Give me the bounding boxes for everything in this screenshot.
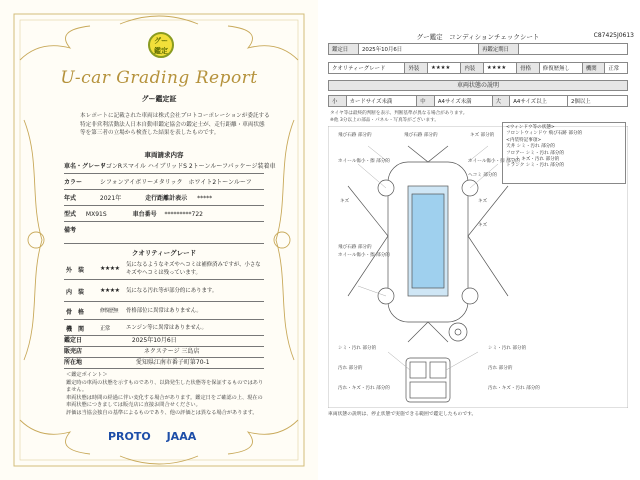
- model-value: MX91S: [85, 211, 107, 218]
- sheet-footer: 車両状態の説明は、停止状態で実施できる範囲で鑑定したものです。: [328, 412, 477, 417]
- interior-line: フロアー シミ・汚れ 部分的: [506, 150, 564, 156]
- grade-label: 骨 格: [66, 309, 85, 316]
- address-value: 愛知県江南市番子町第70-1: [135, 359, 210, 366]
- vehicle-name-value: ワゴンRスマイル ハイブリッドS 2トーンルーフパッケージ装着車: [99, 163, 276, 170]
- vehicle-color-value: シフォンアイボリーメタリック ホワイト2トーンルーフ: [99, 179, 252, 186]
- grade-stars: ★★★★: [100, 265, 120, 272]
- vehicle-section-header: 車両請求内容: [144, 151, 184, 159]
- damage-label: ホイール傷小・擦 部分的: [338, 253, 390, 258]
- grade-description: 気になる汚れ等が部分的にあります。: [126, 288, 218, 294]
- damage-label: シミ・汚れ 部分的: [338, 346, 377, 351]
- grade-stars: 修復歴無: [100, 308, 119, 314]
- interior-line: <内装特記事項>: [506, 137, 542, 143]
- appraisal-date-row: [64, 336, 264, 347]
- vehicle-color-row: [64, 176, 264, 190]
- frame-label: 骨格: [517, 63, 540, 74]
- notes-title: ＜鑑定ポイント＞: [66, 372, 108, 378]
- quality-label: クオリティーグレード: [329, 63, 405, 74]
- vehicle-model-row: [64, 208, 264, 222]
- damage-label: 飛び石跡 部分的: [404, 133, 438, 138]
- damage-label: キズ 部分的: [470, 133, 495, 138]
- interior-line: フロントウィンドウ 飛び石跡 部分的: [506, 131, 583, 137]
- interior-title: <ウィンドウ等の状態>: [506, 125, 555, 130]
- condition-check-sheet: [318, 0, 640, 480]
- badge-line1: グー: [154, 37, 168, 45]
- shop-value: ネクステージ 三島店: [143, 348, 200, 355]
- appraisal-date-label: 鑑定日: [64, 337, 83, 344]
- damage-label: ホイール傷小・擦 部分的: [468, 159, 520, 164]
- size-legend-table: [328, 95, 628, 107]
- damage-label: キズ: [340, 199, 350, 204]
- grade-description: 気になるようなキズやヘコミは補修済みですが、小さなキズやヘコミは残っています。: [126, 262, 261, 276]
- goo-appraisal-badge: [148, 32, 174, 58]
- engine-value: 正常: [605, 63, 628, 74]
- frame-value: 修復歴無し: [539, 63, 582, 74]
- size-medium: 中: [417, 96, 435, 107]
- size-medium-desc: A4サイズ未満: [434, 96, 492, 107]
- sheet-code: C87425J0613: [593, 32, 634, 39]
- grade-label: 機 関: [66, 326, 85, 333]
- remarks-row: [64, 224, 264, 244]
- grade-stars: 正常: [100, 326, 110, 332]
- damage-label: ホイール傷小・擦 部分的: [338, 159, 390, 164]
- chassis-label: 車台番号: [132, 211, 157, 218]
- vehicle-year-row: [64, 192, 264, 206]
- damage-label: キズ: [478, 223, 488, 228]
- address-row: [64, 358, 264, 369]
- chassis-value: *********722: [164, 211, 203, 218]
- grade-description: エンジン等に異常はありません。: [126, 325, 207, 331]
- damage-label: 汚れ・キズ・汚れ 部分的: [338, 386, 390, 391]
- logo-strip: [108, 430, 196, 443]
- damage-label: ヘコミ 部分的: [468, 173, 498, 178]
- shop-row: [64, 347, 264, 358]
- condition-section-header: 車両状態の説明: [328, 80, 628, 91]
- shop-label: 販売店: [64, 348, 83, 355]
- appraisal-date-value: 2025年10月6日: [131, 337, 177, 344]
- certificate-subtitle: グー鑑定証: [141, 95, 177, 103]
- damage-label: 飛び石跡 部分的: [338, 245, 372, 250]
- certificate-intro: 本レポートに記載された車両は株式会社プロトコーポレーションが委託する特定非営利活動法人日本自動車鑑定協会の鑑定士が、走行距離・車両状態等を第三者の立場から検査した結果を表したものです。: [80, 113, 270, 137]
- quality-section-header: クオリティーグレード: [131, 249, 197, 257]
- grade-row-frame: [64, 302, 264, 320]
- damage-label: シミ・汚れ 部分的: [488, 346, 527, 351]
- date-label: 鑑定日: [329, 44, 359, 55]
- grade-label: 内 装: [66, 289, 85, 296]
- grading-certificate: [0, 0, 318, 480]
- vehicle-year-value: 2021年: [99, 195, 122, 202]
- period-value: [519, 44, 628, 55]
- badge-line2: 鑑定: [154, 47, 168, 55]
- vehicle-name-row: [64, 160, 276, 174]
- note-item: 車両状態は時間の経過に伴い変化する場合があります。鑑定日をご確認の上、現在の車両状態につきましては販売店に直接お問合せください。: [66, 394, 263, 409]
- damage-label: 汚れ 部分的: [488, 366, 513, 371]
- period-label: 再鑑定期日: [479, 44, 519, 55]
- int-value: ★★★★: [483, 63, 516, 74]
- jaaa-logo: JAAA: [166, 430, 197, 443]
- grade-row-exterior: [64, 258, 264, 280]
- remarks-label: 備考: [64, 227, 77, 234]
- vehicle-name-label: 車名・グレード: [64, 163, 107, 170]
- interior-line: シート キズ・汚れ 部分的: [506, 157, 560, 163]
- int-label: 内装: [461, 63, 484, 74]
- vehicle-color-label: カラー: [64, 179, 83, 186]
- mileage-label: 走行距離計表示: [145, 195, 188, 202]
- model-label: 型式: [64, 211, 77, 218]
- legend-line-2: ※他 3分以上の部品・パネル・写真等がございます。: [330, 118, 439, 123]
- size-large: 大: [492, 96, 510, 107]
- mileage-value: *****: [197, 195, 213, 202]
- size-small: 小: [329, 96, 347, 107]
- window-interior-notes: [502, 122, 626, 184]
- vehicle-year-label: 年式: [64, 195, 77, 202]
- interior-line: 天井 シミ・汚れ 部分的: [506, 144, 555, 150]
- ext-value: ★★★★: [428, 63, 461, 74]
- grade-label: 外 装: [66, 267, 85, 274]
- note-item: 鑑定時の車両の状態を示すものであり、以降発生した状態等を保証するものではありません。: [66, 379, 264, 394]
- date-value: 2025年10月6日: [359, 44, 479, 55]
- interior-line: トランク シミ・汚れ 部分的: [506, 163, 564, 169]
- size-large-desc: A4サイズ以上: [510, 96, 568, 107]
- multiple-label: 2個以上: [568, 96, 628, 107]
- grade-row-interior: [64, 280, 264, 302]
- sheet-title: グー鑑定 コンディションチェックシート: [416, 33, 540, 41]
- engine-label: 機関: [582, 63, 605, 74]
- address-label: 所在地: [64, 359, 83, 366]
- grade-stars: ★★★★: [100, 287, 120, 294]
- grade-description: 骨格部位に異常はありません。: [126, 308, 202, 314]
- damage-label: 汚れ 部分的: [338, 366, 363, 371]
- appraisal-notes: [66, 372, 266, 418]
- note-item: 評価は当協会独自の基準によるものであり、他の評価とは異なる場合があります。: [66, 409, 258, 416]
- ext-label: 外装: [405, 63, 428, 74]
- size-small-desc: カードサイズ未満: [346, 96, 417, 107]
- quality-table: [328, 62, 628, 74]
- legend-line-1: タイヤ等は最終的判断を表示、判断基準が異なる場合があります。: [330, 111, 468, 116]
- date-table: [328, 43, 628, 55]
- proto-logo: PROTO: [108, 430, 151, 443]
- damage-label: 汚れ・キズ・汚れ 部分的: [488, 386, 540, 391]
- certificate-title: U-car Grading Report: [60, 68, 258, 88]
- grade-row-engine: [64, 320, 264, 336]
- damage-label: キズ: [478, 199, 488, 204]
- damage-label: 飛び石跡 部分的: [338, 133, 372, 138]
